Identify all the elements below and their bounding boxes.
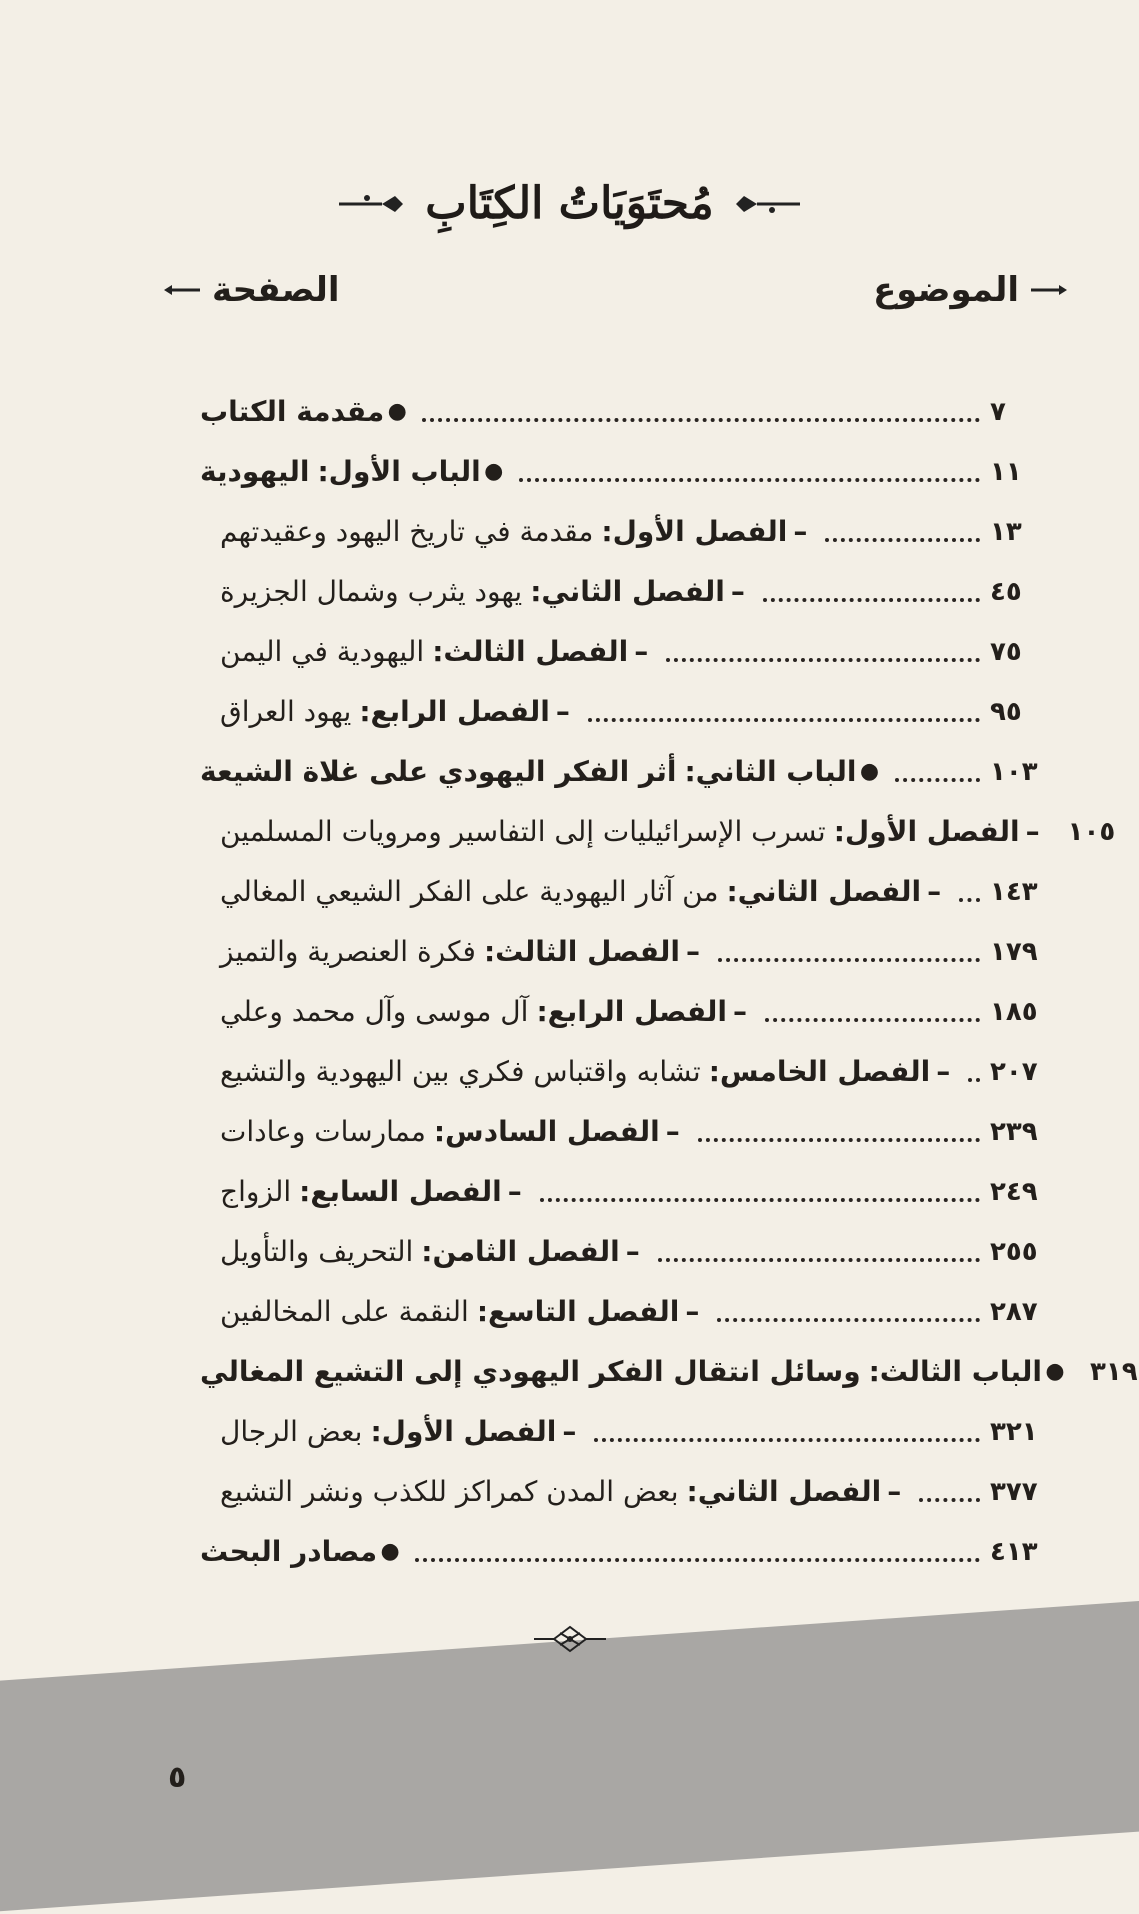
title-block — [0, 178, 1139, 229]
bullet-icon: ● — [859, 759, 880, 784]
dash-icon: – — [562, 1415, 577, 1448]
toc-title: من آثار اليهودية على الفكر الشيعي المغالي — [220, 875, 719, 908]
toc-title: فكرة العنصرية والتميز — [220, 935, 476, 968]
toc-entry-text — [200, 1352, 1068, 1392]
toc-entry-text — [220, 632, 654, 672]
toc-page-number: ١٠٥ — [1067, 817, 1116, 847]
toc-page-number: ١٣ — [990, 517, 1022, 547]
toc-label: الفصل الثالث: — [483, 935, 680, 968]
toc-row — [220, 988, 1060, 1032]
dot-leader — [825, 537, 980, 542]
toc-label: الفصل الثاني: — [686, 1475, 882, 1508]
toc-label: الفصل الثامن: — [421, 1235, 620, 1268]
dash-icon: – — [730, 575, 745, 608]
toc-title: اليهودية في اليمن — [220, 635, 425, 668]
toc-entry-text — [220, 1472, 907, 1512]
toc-entry-text — [220, 812, 1046, 852]
toc-label: الفصل الثاني: — [726, 875, 922, 908]
toc-title: يهود يثرب وشمال الجزيرة — [220, 575, 523, 608]
dot-leader — [415, 1557, 980, 1562]
header-dash-icon — [1029, 283, 1069, 297]
dot-leader — [717, 1317, 980, 1322]
dot-leader — [968, 1077, 980, 1082]
dot-leader — [698, 1137, 980, 1142]
dash-icon: – — [625, 1235, 640, 1268]
toc-title: تسرب الإسرائيليات إلى التفاسير ومرويات المسلمين — [220, 815, 826, 848]
toc-page-number: ٣٧٧ — [990, 1477, 1038, 1507]
dash-icon: – — [555, 695, 570, 728]
toc-row — [220, 568, 1060, 612]
dash-icon: – — [733, 995, 747, 1028]
toc-page-number: ٩٥ — [990, 697, 1022, 727]
toc-entry-text — [220, 512, 813, 552]
toc-label: الفصل الرابع: — [536, 995, 727, 1028]
toc-entry-text — [220, 992, 753, 1032]
toc-row — [220, 1168, 1060, 1212]
toc-page-number: ١٠٣ — [990, 757, 1038, 787]
toc-label: الباب الثاني: — [684, 755, 857, 788]
toc-entry-text — [220, 572, 751, 612]
dot-leader — [919, 1497, 980, 1502]
dot-leader — [959, 897, 980, 902]
toc-label: الفصل السابع: — [299, 1175, 502, 1208]
toc-title: اليهودية — [200, 455, 310, 488]
header-page-label: الصفحة — [212, 270, 340, 310]
bullet-icon: ● — [387, 399, 407, 424]
dot-leader — [422, 417, 980, 422]
toc-page-number: ٤٥ — [990, 577, 1022, 607]
toc-row — [220, 688, 1060, 732]
toc-title: ممارسات وعادات — [220, 1115, 426, 1148]
toc-title: التحريف والتأويل — [220, 1235, 414, 1268]
toc-row — [220, 1408, 1060, 1452]
toc-row — [200, 388, 1060, 432]
toc-row — [220, 508, 1060, 552]
toc-entry-text — [220, 932, 706, 972]
left-flourish-icon — [337, 192, 407, 216]
toc-page-number: ٣١٩ — [1089, 1357, 1138, 1387]
dash-icon: – — [665, 1115, 680, 1148]
toc-title: يهود العراق — [220, 695, 352, 728]
dash-icon: – — [685, 935, 700, 968]
toc-row — [200, 448, 1060, 492]
toc-title: بعض المدن كمراكز للكذب ونشر التشيع — [220, 1475, 679, 1508]
toc-page-number: ٣٢١ — [990, 1417, 1038, 1447]
toc-title: الزواج — [220, 1175, 292, 1208]
dot-leader — [666, 657, 980, 662]
toc-label: الفصل الأول: — [833, 815, 1020, 848]
toc-page-number: ٢٥٥ — [990, 1237, 1038, 1267]
toc-row — [220, 808, 1116, 852]
page-number: ٥ — [168, 1760, 187, 1795]
toc-label: الفصل الرابع: — [359, 695, 550, 728]
toc-entry-text — [220, 1412, 582, 1452]
toc-title: بعض الرجال — [220, 1415, 363, 1448]
toc-page-number: ٢٨٧ — [990, 1297, 1038, 1327]
dash-icon: – — [507, 1175, 522, 1208]
toc-page-number: ٧ — [990, 397, 1006, 427]
toc-row — [220, 868, 1060, 912]
dash-icon: – — [793, 515, 808, 548]
toc-row — [200, 1348, 1138, 1392]
toc-entry-text — [200, 1532, 403, 1572]
toc-page-number: ٧٥ — [990, 637, 1022, 667]
toc-page-number: ٢٣٩ — [990, 1117, 1038, 1147]
toc-label: الباب الثالث: — [868, 1355, 1042, 1388]
toc-label: الفصل الثاني: — [530, 575, 725, 608]
toc-entry-text — [220, 1292, 705, 1332]
toc-entry-text — [220, 692, 576, 732]
toc-title: آل موسى وآل محمد وعلي — [220, 995, 529, 1028]
toc-entry-text — [220, 1052, 956, 1092]
toc-title: أثر الفكر اليهودي على غلاة الشيعة — [200, 755, 677, 788]
toc-row — [220, 1468, 1060, 1512]
column-header-page — [162, 270, 340, 310]
toc-page-number: ٤١٣ — [990, 1537, 1038, 1567]
toc-row — [220, 928, 1060, 972]
toc-title: مقدمة الكتاب — [200, 395, 385, 428]
dash-icon: – — [887, 1475, 902, 1508]
toc-title: مقدمة في تاريخ اليهود وعقيدتهم — [220, 515, 594, 548]
toc-label: الفصل الأول: — [601, 515, 788, 548]
dot-leader — [718, 957, 980, 962]
toc-label: الفصل السادس: — [433, 1115, 660, 1148]
toc-page-number: ٢٤٩ — [990, 1177, 1038, 1207]
bullet-icon: ● — [380, 1539, 400, 1564]
toc-row — [220, 1048, 1060, 1092]
toc-entry-text — [200, 392, 410, 432]
toc-entry-text — [220, 1232, 646, 1272]
dot-leader — [540, 1197, 980, 1202]
knot-ornament-icon — [530, 1622, 610, 1656]
dash-icon: – — [927, 875, 942, 908]
toc-entry-text — [200, 752, 883, 792]
end-ornament — [0, 1622, 1139, 1656]
toc-page-number: ١٨٥ — [990, 997, 1038, 1027]
toc-title: وسائل انتقال الفكر اليهودي إلى التشيع المغالي — [200, 1355, 861, 1388]
toc-title: النقمة على المخالفين — [220, 1295, 469, 1328]
toc-page-number: ٢٠٧ — [990, 1057, 1038, 1087]
dash-icon: – — [634, 635, 649, 668]
toc-label: الباب الأول: — [317, 455, 481, 488]
toc-entry-text — [220, 872, 947, 912]
column-header-topic — [873, 270, 1069, 310]
toc-page-number: ١٤٣ — [990, 877, 1038, 907]
toc-label: الفصل الخامس: — [708, 1055, 931, 1088]
right-flourish-icon — [732, 192, 802, 216]
dash-icon: – — [685, 1295, 700, 1328]
dot-leader — [763, 597, 980, 602]
page-title: مُحتَوَيَاتُ الكِتَابِ — [425, 178, 714, 229]
header-topic-label: الموضوع — [873, 270, 1019, 310]
toc-row — [220, 628, 1060, 672]
toc-row — [220, 1288, 1060, 1332]
dot-leader — [895, 777, 980, 782]
toc-row — [220, 1108, 1060, 1152]
dot-leader — [594, 1437, 980, 1442]
dot-leader — [519, 477, 980, 482]
bullet-icon: ● — [1045, 1359, 1065, 1384]
dash-icon: – — [936, 1055, 951, 1088]
toc-page-number: ١١ — [990, 457, 1022, 487]
toc-label: الفصل التاسع: — [476, 1295, 680, 1328]
toc-entry-text — [220, 1172, 528, 1212]
toc-page-number: ١٧٩ — [990, 937, 1038, 967]
toc-title: تشابه واقتباس فكري بين اليهودية والتشيع — [220, 1055, 701, 1088]
dot-leader — [658, 1257, 980, 1262]
toc-row — [200, 748, 1060, 792]
toc-row — [200, 1528, 1060, 1572]
toc-title: مصادر البحث — [200, 1535, 378, 1568]
dash-icon: – — [1025, 815, 1040, 848]
header-dash-icon — [162, 283, 202, 297]
toc-entry-text — [220, 1112, 686, 1152]
toc-label: الفصل الثالث: — [432, 635, 629, 668]
toc-label: الفصل الأول: — [370, 1415, 557, 1448]
toc-row — [220, 1228, 1060, 1272]
dot-leader — [588, 717, 980, 722]
bullet-icon: ● — [484, 459, 504, 484]
dot-leader — [765, 1017, 980, 1022]
toc-entry-text — [200, 452, 507, 492]
